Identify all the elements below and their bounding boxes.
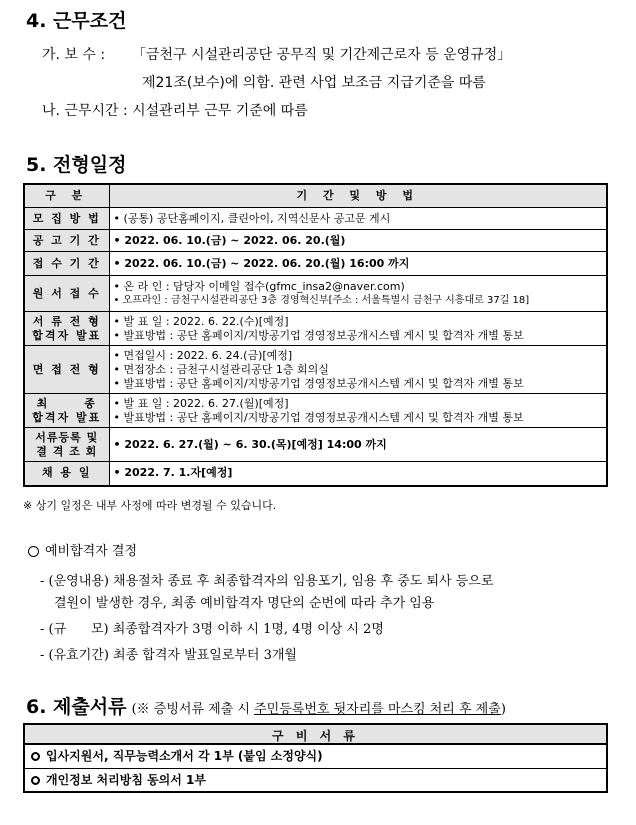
table-row (24, 230, 607, 252)
value-line: • 면접장소 : 금천구시설관리공단 1층 회의실 (113, 362, 329, 376)
pay-line1: 「금천구 시설관리공단 공무직 및 기간제근로자 등 운영규정」 (132, 47, 512, 63)
table-row (24, 428, 607, 462)
value-line: • 발 표 일 : 2022. 6. 22.(수)[예정] (113, 314, 289, 328)
label-line: 합격자 발표 (32, 328, 102, 342)
row-label: 모 집 방 법 (24, 208, 109, 230)
section5-title: 5. 전형일정 (26, 154, 127, 176)
reserve-title: 예비합격자 결정 (45, 544, 138, 559)
schedule-note: ※ 상기 일정은 내부 사정에 따라 변경될 수 있습니다. (23, 499, 277, 512)
table-row (24, 276, 607, 312)
row-label: 공 고 기 간 (24, 230, 109, 252)
row-label (24, 394, 109, 428)
section6-note (132, 702, 506, 717)
label-line: 합격자 발표 (32, 410, 102, 424)
work-hours: 나. 근무시간 : 시설관리부 근무 기준에 따름 (42, 103, 308, 119)
row-value: • 2022. 7. 1.자[예정] (109, 462, 607, 486)
row-value (109, 276, 607, 312)
reserve-item3: - (유효기간) 최종 합격자 발표일로부터 3개월 (40, 648, 297, 663)
row-label: 원 서 접 수 (24, 276, 109, 312)
value-line: • 발표방법 : 공단 홈페이지/지방공기업 경영정보공개시스템 게시 및 합격자 개별 통보 (113, 410, 524, 424)
reserve-item1-line2: 결원이 발생한 경우, 최종 예비합격자 명단의 순번에 따라 추가 임용 (54, 596, 435, 611)
table-row (24, 312, 607, 346)
value-line: • 발 표 일 : 2022. 6. 27.(월)[예정] (113, 396, 289, 410)
section4-title: 4. 근무조건 (26, 10, 127, 32)
value-line: • 온 라 인 : 담당자 이메일 접수(gfmc_insa2@naver.com) (113, 279, 405, 293)
row-value: • 2022. 6. 27.(월) ~ 6. 30.(목)[예정] 14:00 까지 (109, 428, 607, 462)
hollow-circle-icon (31, 776, 40, 785)
section6-title-main: 6. 제출서류 (26, 696, 127, 718)
document-item (23, 769, 608, 793)
value-line: • 발표방법 : 공단 홈페이지/지방공기업 경영정보공개시스템 게시 및 합격자 개별 통보 (113, 376, 524, 390)
pay-prefix: 가. 보 수 : (42, 47, 106, 63)
document-label: 입사지원서, 직무능력소개서 각 1부 (붙임 소정양식) (46, 749, 323, 763)
row-label: 접 수 기 간 (24, 252, 109, 276)
row-value (109, 394, 607, 428)
header-category: 구 분 (24, 184, 109, 208)
section6-title (26, 692, 506, 719)
value-line: • 면접일시 : 2022. 6. 24.(금)[예정] (113, 348, 293, 362)
value-line: • 오프라인 : 금천구시설관리공단 3층 경영혁신부[주소 : 서울특별시 금천구 시흥대로 37길 18] (113, 294, 530, 306)
table-row (24, 208, 607, 230)
row-label (24, 428, 109, 462)
row-value: • (공통) 공단홈페이지, 클린아이, 지역신문사 공고문 게시 (109, 208, 607, 230)
row-label (24, 312, 109, 346)
section6-note-close: ) (500, 702, 506, 717)
document-item (23, 745, 608, 769)
label-line: 서류등록 및 (35, 430, 99, 444)
label-line: 최 종 (36, 396, 97, 410)
row-label: 채 용 일 (24, 462, 109, 486)
pay-line2: 제21조(보수)에 의함. 관련 사업 보조금 지급기준을 따름 (142, 75, 486, 91)
label-line: 결 격 조 회 (36, 444, 98, 458)
reserve-heading (28, 540, 137, 559)
label-line: 서 류 전 형 (32, 314, 101, 328)
schedule-table (23, 183, 608, 487)
reserve-item2: - (규 모) 최종합격자가 3명 이하 시 1명, 4명 이상 시 2명 (40, 622, 384, 637)
table-row (24, 252, 607, 276)
documents-header: 구 비 서 류 (23, 723, 608, 745)
table-header-row (24, 184, 607, 208)
row-label: 면 접 전 형 (24, 346, 109, 394)
table-row (24, 394, 607, 428)
row-value (109, 346, 607, 394)
document-label: 개인정보 처리방침 동의서 1부 (46, 773, 206, 787)
section6-note-underlined: 주민등록번호 뒷자리를 마스킹 처리 후 제출 (254, 702, 501, 717)
table-row (24, 462, 607, 486)
row-value: • 2022. 06. 10.(금) ~ 2022. 06. 20.(월) (109, 230, 607, 252)
header-period-method: 기 간 및 방 법 (109, 184, 607, 208)
row-value: • 2022. 06. 10.(금) ~ 2022. 06. 20.(월) 16:00 까지 (109, 252, 607, 276)
value-line: • 발표방법 : 공단 홈페이지/지방공기업 경영정보공개시스템 게시 및 합격자 개별 통보 (113, 328, 524, 342)
table-row (24, 346, 607, 394)
hollow-circle-icon (28, 546, 39, 557)
section6-note-open: (※ 증빙서류 제출 시 (131, 702, 255, 717)
reserve-item1-line1: - (운영내용) 채용절차 종료 후 최종합격자의 임용포기, 임용 후 중도 퇴사 등으로 (40, 574, 494, 589)
row-value (109, 312, 607, 346)
hollow-circle-icon (31, 752, 40, 761)
